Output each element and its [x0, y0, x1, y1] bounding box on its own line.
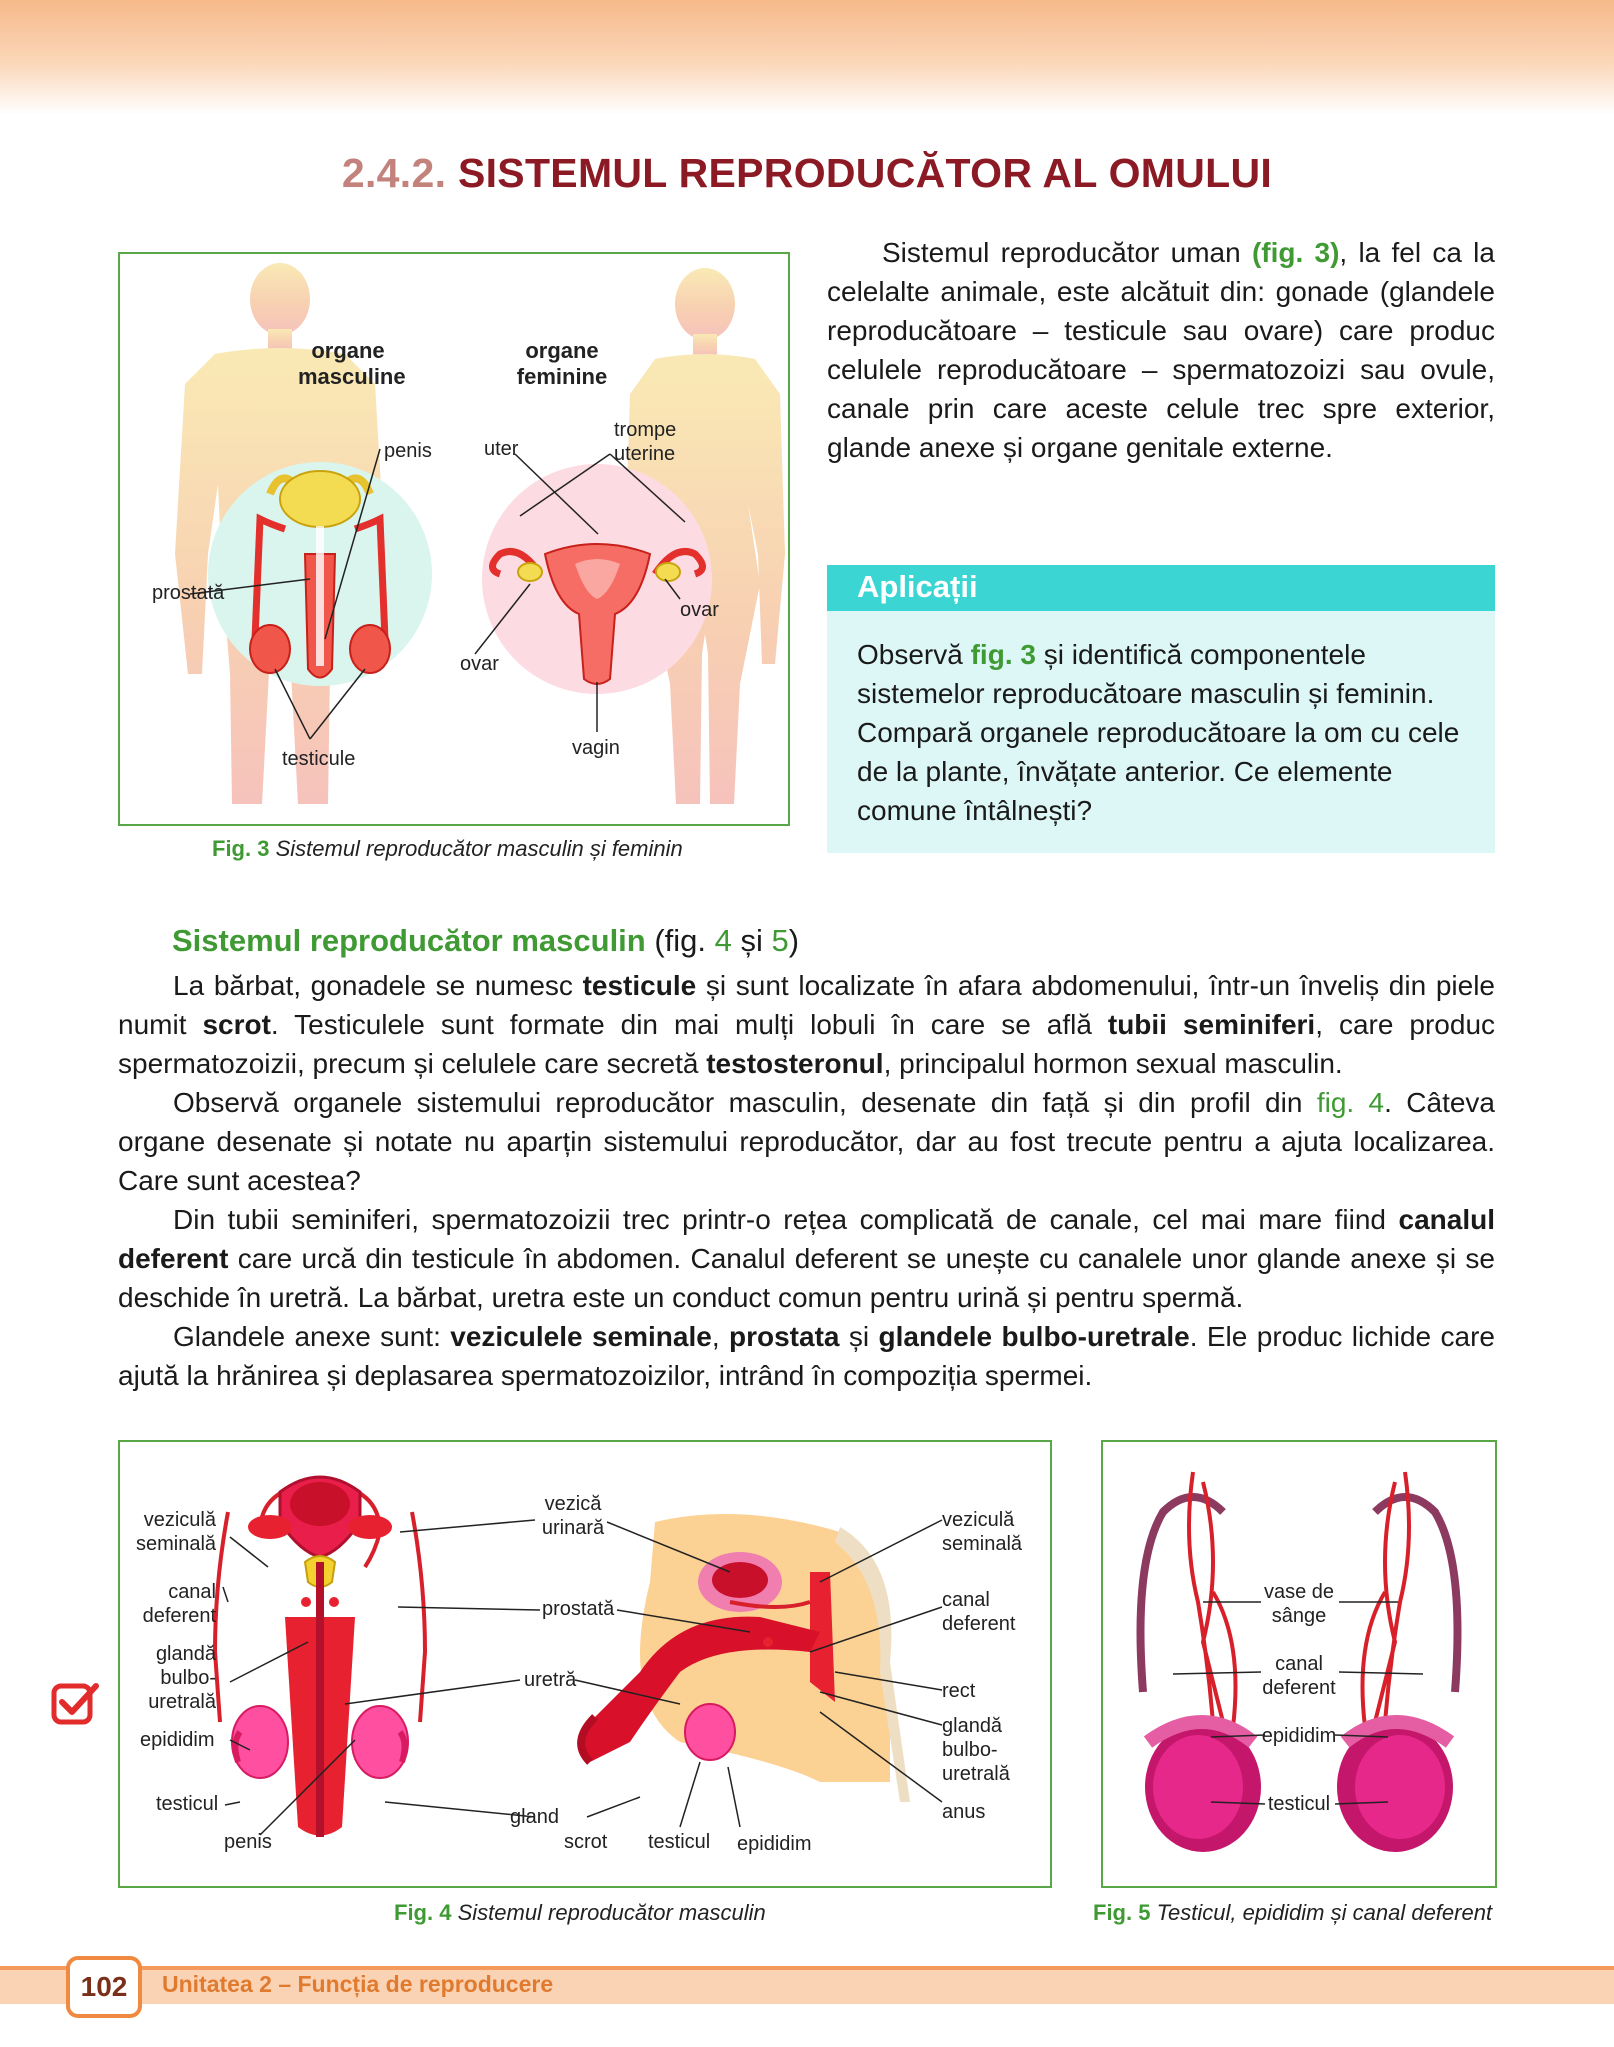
- label-vagin: vagin: [572, 737, 620, 759]
- fig4-label-epididim-mid: epididim: [737, 1833, 812, 1855]
- fig3-caption-text: Sistemul reproducător masculin și feminin: [275, 836, 683, 861]
- intro-paragraph: [827, 233, 1495, 467]
- footer-unit-text: Unitatea 2 – Funcția de reproducere: [162, 1971, 554, 1997]
- label-ovar-left: ovar: [460, 653, 499, 675]
- p4-vezicule: veziculele seminale: [450, 1321, 712, 1352]
- male-subtitle-text: Sistemul reproducător masculin: [172, 923, 646, 958]
- fig4-label-gland: gland: [510, 1806, 559, 1828]
- fig3-box: [118, 252, 790, 826]
- p1-testicule: testicule: [582, 970, 697, 1001]
- p3-c: care urcă din testicule în abdomen. Canalul deferent se unește cu canalele unor glande anexe și se deschide în uretră. La bărbat, uretra este un conduct comun pentru urină și pentru spermă.: [118, 1243, 1495, 1313]
- male-paragraph-3: [118, 1200, 1495, 1317]
- page-title: [0, 150, 1614, 197]
- fig4-side-view: [581, 1514, 910, 1802]
- fig4-label-penis: penis: [224, 1831, 272, 1853]
- male-subtitle-and: și: [731, 923, 772, 958]
- male-paragraph-4: [118, 1317, 1495, 1395]
- p1-scrot: scrot: [202, 1009, 271, 1040]
- fig4-label-canal-right: canal deferent: [942, 1589, 1016, 1635]
- fig5-label-epididim: epididim: [1261, 1725, 1337, 1747]
- fig4-caption: [394, 1900, 766, 1926]
- label-uter: uter: [484, 438, 519, 460]
- fig5-caption-ref: Fig. 5: [1093, 1900, 1151, 1925]
- p4-prostata: prostata: [729, 1321, 840, 1352]
- p1-d: . Testiculele sunt formate din mai mulți lobuli în care se află: [270, 1009, 1108, 1040]
- p2-a: Observă organele sistemului reproducător masculin, desenate din față și din profil din: [173, 1087, 1317, 1118]
- fig4-label-testicul-left: testicul: [156, 1793, 219, 1815]
- male-subtitle-open: (fig.: [654, 923, 715, 958]
- fig3-illustration: [120, 254, 788, 824]
- fig5-box: [1101, 1440, 1497, 1888]
- p1-f: , principalul hormon sexual masculin.: [883, 1048, 1343, 1079]
- fig4-label-vezicula-left: veziculă seminală: [136, 1509, 217, 1555]
- p4-glande: glandele bulbo-uretrale: [878, 1321, 1190, 1352]
- p3-a: Din tubii seminiferi, spermatozoizii trec printr-o rețea complicată de canale, cel mai mare fiind: [173, 1204, 1399, 1235]
- aplicatii-header: [827, 565, 1495, 611]
- fig4-label-prostata: prostată: [542, 1598, 615, 1620]
- male-subtitle-fig5[interactable]: 5: [771, 923, 789, 958]
- p1-tubii: tubii seminiferi: [1107, 1009, 1316, 1040]
- fig4-front-view: [215, 1477, 425, 1837]
- page-number: 102: [66, 1956, 142, 2018]
- fig4-label-uretra: uretră: [524, 1669, 577, 1691]
- intro-text-2: , la fel ca la celelalte animale, este alcătuit din: gonade (glandele reproducătoare – testicule sau ovare) care produc celulele reproducătoare – spermatozoizi sau ovule, canale prin care aceste celule trec spre exterior, glande anexe și organe genitale externe.: [827, 237, 1495, 463]
- fig5-label-testicul: testicul: [1267, 1793, 1331, 1815]
- label-organe-feminine: organe feminine: [516, 338, 608, 389]
- section-title: SISTEMUL REPRODUCĂTOR AL OMULUI: [457, 150, 1273, 196]
- top-band: [0, 0, 1614, 115]
- label-testicule: testicule: [282, 748, 356, 770]
- p1-testosteron: testosteronul: [706, 1048, 884, 1079]
- aplicatii-t1: Observă: [857, 639, 971, 670]
- fig3-caption: [212, 836, 683, 862]
- aplicatii-text: [857, 635, 1467, 830]
- fig4-label-glanda-right: glandă bulbo-uretrală: [942, 1715, 1010, 1785]
- fig4-label-canal-left: canal deferent: [142, 1581, 216, 1627]
- fig4-caption-text: Sistemul reproducător masculin: [457, 1900, 766, 1925]
- aplicatii-title: Aplicații: [857, 569, 978, 604]
- section-number: 2.4.2.: [341, 150, 447, 196]
- fig5-caption-text: Testicul, epididim și canal deferent: [1156, 1900, 1493, 1925]
- fig4-label-glanda-left: glandă bulbo-uretrală: [148, 1643, 216, 1713]
- p2-fig-ref[interactable]: fig. 4: [1316, 1087, 1385, 1118]
- aplicatii-fig-ref[interactable]: fig. 3: [970, 639, 1036, 670]
- fig4-label-anus: anus: [942, 1801, 986, 1823]
- intro-fig-ref[interactable]: (fig. 3): [1251, 237, 1340, 268]
- label-trompe-uterine: trompe uterine: [614, 419, 677, 465]
- fig3-caption-ref: Fig. 3: [212, 836, 270, 861]
- intro-text-1: Sistemul reproducător uman: [882, 237, 1241, 268]
- fig5-label-vase: vase de sânge: [1263, 1581, 1335, 1627]
- male-subtitle: [172, 923, 799, 959]
- p1-c: și sunt localizate în afara abdomenului, într-un înveliș din piele numit: [118, 970, 1495, 1040]
- label-ovar-right: ovar: [680, 599, 719, 621]
- fig4-caption-ref: Fig. 4: [394, 1900, 452, 1925]
- p1-e: , care produc spermatozoizii, precum și celulele care secretă: [118, 1009, 1496, 1079]
- checkbox-icon: [50, 1680, 100, 1728]
- p4-e: . Ele produc lichide care ajută la hrănirea și deplasarea spermatozoizilor, intrând în compoziția spermei.: [118, 1321, 1495, 1391]
- fig5-caption: [1093, 1900, 1492, 1926]
- label-prostata: prostată: [152, 582, 225, 604]
- footer-rule: [0, 1966, 1614, 1970]
- label-penis: penis: [384, 440, 432, 462]
- fig4-label-epididim-left: epididim: [140, 1729, 215, 1751]
- fig4-label-rect: rect: [942, 1680, 976, 1702]
- p4-a: Glandele anexe sunt:: [173, 1321, 451, 1352]
- male-subtitle-fig4[interactable]: 4: [714, 923, 732, 958]
- p4-c: ,: [711, 1321, 729, 1352]
- p3-canal: canalul deferent: [118, 1204, 1495, 1274]
- fig4-box: [118, 1440, 1052, 1888]
- aplicatii-t1-rest: și identifică componentele sistemelor reproducătoare masculin și feminin.: [857, 639, 1435, 709]
- male-paragraph-2: [118, 1083, 1495, 1200]
- p1-a: La bărbat, gonadele se numesc: [173, 970, 583, 1001]
- fig5-label-canal: canal deferent: [1262, 1653, 1336, 1699]
- male-paragraph-1: [118, 966, 1495, 1083]
- aplicatii-line-1: [857, 635, 1467, 713]
- p2-b: . Câteva organe desenate și notate nu aparțin sistemului reproducător, dar au fost trecute pentru a ajuta localizarea. Care sunt acestea?: [118, 1087, 1496, 1196]
- male-subtitle-close: ): [788, 923, 800, 958]
- fig4-label-testicul-mid: testicul: [648, 1831, 711, 1853]
- fig4-label-vezica: vezică urinară: [541, 1493, 605, 1539]
- label-organe-masculine: organe masculine: [298, 338, 406, 389]
- fig4-label-vezicula-right: veziculă seminală: [942, 1509, 1023, 1555]
- p4-d: și: [839, 1321, 879, 1352]
- fig4-label-scrot: scrot: [564, 1831, 608, 1853]
- aplicatii-line-2: Compară organele reproducătoare la om cu cele de la plante, învățate anterior. Ce elemente comune întâlnești?: [857, 717, 1460, 826]
